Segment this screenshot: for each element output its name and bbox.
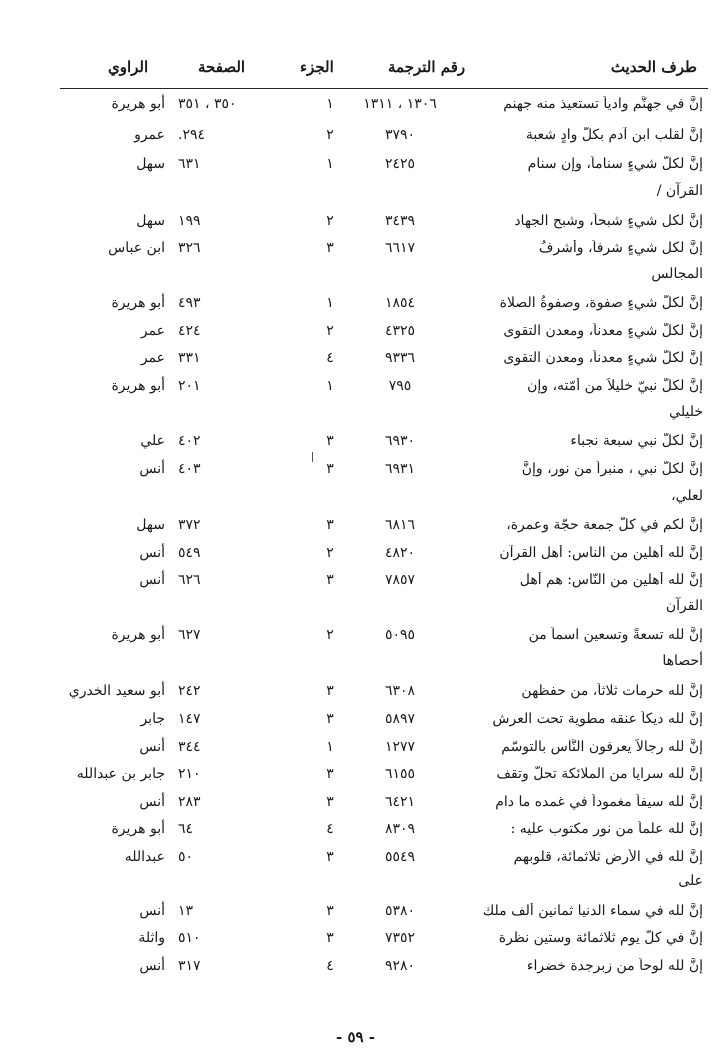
page-number: ٤٢٤ [178,323,201,339]
hadith-text: إنَّ لكلّ شيءٍ سناماً، وإن سنام [527,156,703,172]
page-number: ٥١٠ [178,930,201,946]
narrator: أبو سعيد الخدري [68,683,165,699]
page-number: ٦٢٧ [178,627,201,643]
table-row [0,739,711,765]
page-number: ٣٥٠ ، ٣٥١ [178,96,237,112]
table-row [0,794,711,820]
page-number: ١٣ [178,903,194,919]
volume: ٣ [326,240,334,256]
entry-number: ٧٣٥٢ [384,930,416,946]
table-row [0,766,711,792]
volume: ٢ [326,213,334,229]
volume: ٣ [326,433,334,449]
header-narrator: الراوي [108,58,149,76]
volume: ٣ [326,766,334,782]
volume: ٣ [326,572,334,588]
header-number: رقم الترجمة [388,58,466,76]
volume: ٤ [326,350,334,366]
entry-number: ١٢٧٧ [384,739,416,755]
narrator: عمر [140,350,165,366]
narrator: أبو هريرة [111,96,165,112]
page-number: ٥٠ [178,849,194,865]
table-row [0,572,711,598]
table-row [0,213,711,239]
page-number-footer: - ٥٩ - [335,1028,376,1046]
entry-number: ٦٦١٧ [384,240,416,256]
hadith-text: إنَّ لله سيفاً مغموداً في غمده ما دام [495,794,703,810]
entry-number: ٢٤٢٥ [384,156,416,172]
page-number: ٣١٧ [178,958,201,974]
table-row [0,545,711,571]
hadith-text: إنَّ لقلب ابن آدم بكلّ وادٍ شعبة [525,127,703,143]
hadith-continuation: المجالس [651,266,703,282]
header-rule [60,88,708,89]
table-row [0,295,711,321]
table-row [0,821,711,847]
entry-number: ٤٣٢٥ [384,323,416,339]
volume: ٢ [326,627,334,643]
entry-number: ٦٨١٦ [384,517,416,533]
hadith-text: إنَّ لكم في كلّ جمعة حجّة وعمرة، [506,517,703,533]
volume: ١ [326,739,334,755]
page-number: ٢١٠ [178,766,201,782]
narrator: ابن عباس [108,240,165,256]
entry-number: ٨٣٠٩ [384,821,416,837]
narrator: أنس [139,739,165,755]
volume: ١ [326,295,334,311]
entry-number: ٦٩٣١ [384,461,416,477]
table-row [0,711,711,737]
narrator: سهل [136,213,165,229]
narrator: أبو هريرة [111,627,165,643]
table-row [0,350,711,376]
page-number: ١٤٧ [178,711,201,727]
entry-number: ٦٤٢١ [384,794,416,810]
hadith-continuation: أحصاها [662,653,703,669]
hadith-continuation: القرآن [665,598,703,614]
table-row [0,683,711,709]
volume: ١ [326,156,334,172]
narrator: أنس [139,545,165,561]
hadith-text: إنَّ لكلّ شيءٍ صفوة، وصفوةُ الصلاة [499,295,703,311]
table-row [0,849,711,875]
table-row [0,240,711,266]
hadith-continuation: القرآن / [656,183,703,199]
entry-number: ٧٨٥٧ [384,572,416,588]
narrator: أبو هريرة [111,378,165,394]
table-row [0,930,711,956]
table-row [0,903,711,929]
volume: ٣ [326,903,334,919]
page-number: ٥٤٩ [178,545,201,561]
volume: ٣ [326,517,334,533]
entry-number: ٩٢٨٠ [384,958,416,974]
hadith-text: إنَّ لكلّ نبيّ خليلاً من أمّته، وإن [527,378,703,394]
narrator: سهل [136,517,165,533]
narrator: أنس [139,794,165,810]
hadith-text: إنَّ لكل شيءٍ شبحاً، وشبح الجهاد [514,213,703,229]
narrator: واثلة [138,930,165,946]
hadith-text: إنَّ في جهنَّم وادياً تستعيذ منه جهنم [503,96,703,112]
page-number: ٣٧٢ [178,517,201,533]
narrator: علي [140,433,165,449]
narrator: أنس [139,958,165,974]
hadith-text: إنَّ لكلّ نبي ، منبراً من نور، وإنَّ [521,461,703,477]
entry-number: ٦١٥٥ [384,766,416,782]
entry-number: ٥٨٩٧ [384,711,416,727]
narrator: جابر [140,711,165,727]
volume: ٤ [326,821,334,837]
page-number: ٣٤٤ [178,739,201,755]
volume: ٣ [326,794,334,810]
hadith-text: إنَّ لله حرمات ثلاثاً، من حفظهن [521,683,703,699]
volume: ٢ [326,323,334,339]
header-volume: الجزء [300,58,334,76]
hadith-text: إنَّ لكلّ شيءٍ معدناً، ومعدن التقوى [503,350,703,366]
hadith-text: إنَّ في كلّ يوم ثلاثمائة وستين نظرة [498,930,703,946]
entry-number: ١٣٠٦ ، ١٣١١ [363,96,437,112]
hadith-text: إنَّ لله رجالاً يعرفون النَّاس بالتوسّم [501,739,703,755]
hadith-text: إنَّ لله ديكاً عنقه مطوية تحت العرش [492,711,703,727]
table-row [0,156,711,182]
entry-number: ٥٠٩٥ [384,627,416,643]
page-number: ٦٤ [178,821,194,837]
hadith-text: إنَّ لله في سماء الدنيا ثمانين ألف ملك [482,903,703,919]
table-row [0,433,711,459]
entry-number: ٥٣٨٠ [384,903,416,919]
entry-number: ٥٥٤٩ [384,849,416,865]
entry-number: ٧٩٥ [388,378,412,394]
hadith-text: إنَّ لكلّ نبي سبعة نجباء [570,433,703,449]
page-number: ٤٠٣ [178,461,201,477]
table-row [0,323,711,349]
narrator: عبدالله [124,849,165,865]
entry-number: ٣٤٣٩ [384,213,416,229]
table-row [0,958,711,984]
page-number: ٢٩٤. [178,127,206,143]
hadith-continuation: على [678,873,703,889]
volume: ٢ [326,127,334,143]
volume: ٣ [326,930,334,946]
hadith-continuation: لعلي، [671,488,703,504]
narrator: عمر [140,323,165,339]
hadith-text: إنَّ لله علماً من نور مكتوب عليه : [510,821,703,837]
volume: ٣ [326,683,334,699]
entry-number: ٩٣٣٦ [384,350,416,366]
volume: ٢ [326,545,334,561]
narrator: جابر بن عبدالله [76,766,165,782]
hadith-text: إنَّ لله أهلين من الناس: أهل القرآن [499,545,703,561]
page-number: ٣٢٦ [178,240,201,256]
table-row [0,461,711,487]
entry-number: ٣٧٩٠ [384,127,416,143]
page-number: ٤٩٣ [178,295,201,311]
volume: ١ [326,378,334,394]
entry-number: ١٨٥٤ [384,295,416,311]
page-number: ١٩٩ [178,213,201,229]
narrator: أبو هريرة [111,821,165,837]
table-row [0,627,711,653]
hadith-text: إنَّ لله في الأرض ثلاثمائة، قلوبهم [513,849,703,865]
page-number: ٣٣١ [178,350,201,366]
hadith-text: إنَّ لله لوحاً من زبرجدة خضراء [526,958,703,974]
hadith-text: إنَّ لله تسعةً وتسعين اسماً من [528,627,703,643]
narrator: سهل [136,156,165,172]
table-row [0,127,711,153]
entry-number: ٦٣٠٨ [384,683,416,699]
volume: ٤ [326,958,334,974]
volume: ٣ [326,849,334,865]
page-number: ٦٣١ [178,156,201,172]
narrator: أنس [139,572,165,588]
narrator: عمرو [134,127,165,143]
entry-number: ٤٨٢٠ [384,545,416,561]
volume: ٣ [326,711,334,727]
table-row [0,96,711,122]
narrator: أنس [139,903,165,919]
header-hadith: طرف الحديث [610,58,697,76]
volume: ٣ [326,461,334,477]
table-row [0,378,711,404]
page-number: ٤٠٢ [178,433,201,449]
hadith-text: إنَّ لكلّ شيءٍ معدناً، ومعدن التقوى [503,323,703,339]
page-number: ٢٠١ [178,378,201,394]
page-number: ٢٨٣ [178,794,201,810]
hadith-continuation: خليلي [669,404,703,420]
page-number: ٢٤٢ [178,683,201,699]
hadith-text: إنَّ لله أهلين من النّاس: هم أهل [519,572,703,588]
narrator: أبو هريرة [111,295,165,311]
entry-number: ٦٩٣٠ [384,433,416,449]
header-page: الصفحة [198,58,246,76]
table-row [0,517,711,543]
hadith-text: إنَّ لكل شيءٍ شرفاً، وأشرفُ [538,240,703,256]
volume: ١ [326,96,334,112]
page-number: ٦٢٦ [178,572,201,588]
narrator: أنس [139,461,165,477]
hadith-text: إنَّ لله سرايا من الملائكة تحلّ وتقف [496,766,703,782]
